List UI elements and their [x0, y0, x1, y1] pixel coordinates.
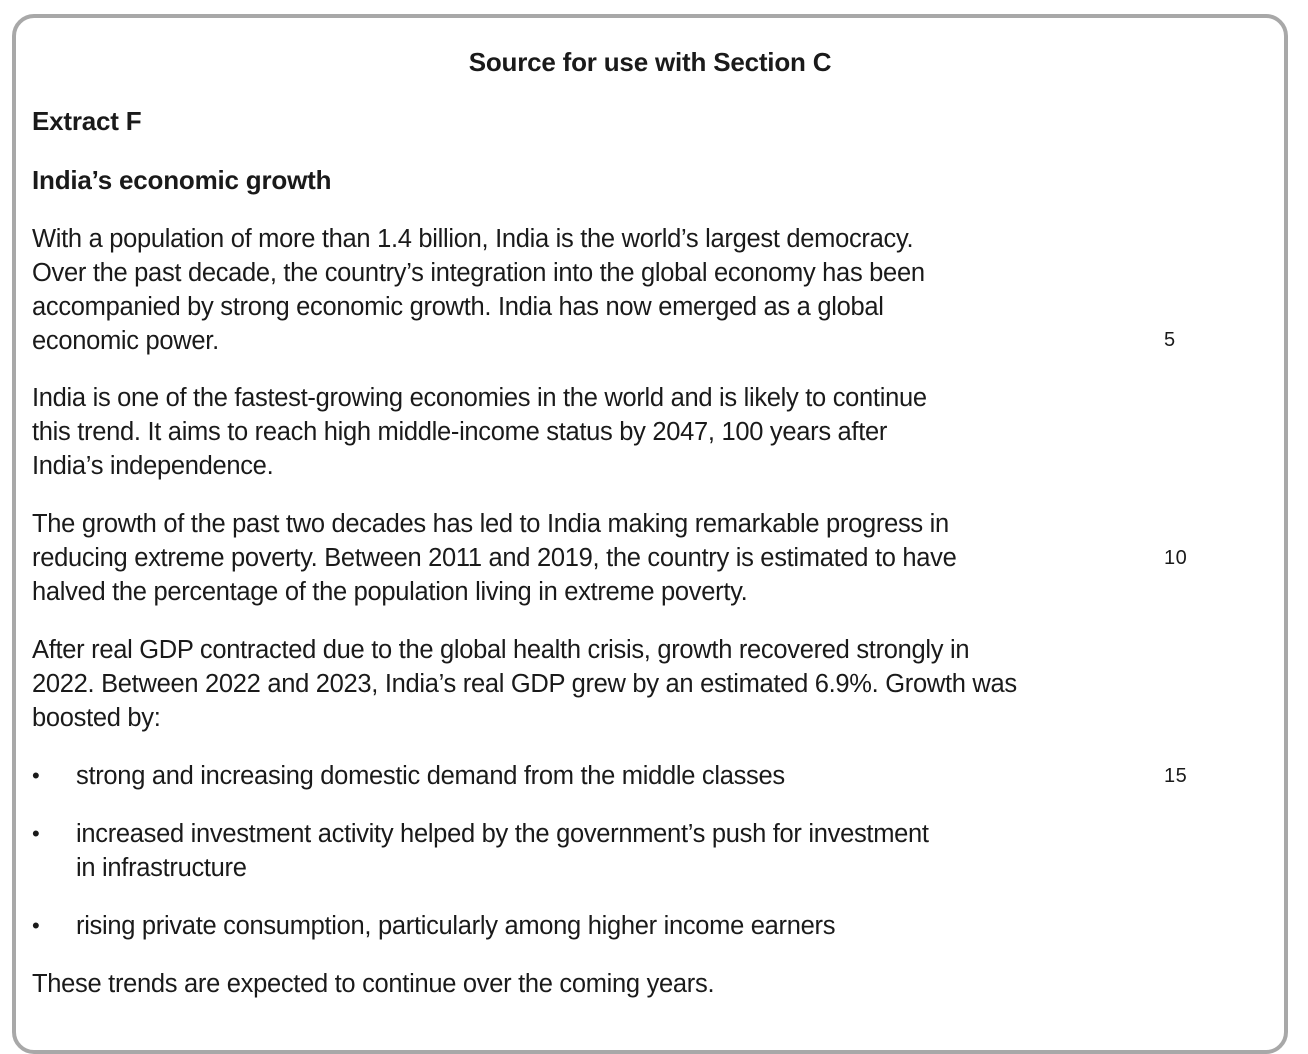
bullet-line: strong and increasing domestic demand from the middle classes	[76, 762, 785, 790]
closing-paragraph	[32, 967, 714, 1001]
paragraph-3	[32, 507, 957, 609]
bullet-line: increased investment activity helped by the government’s push for investment	[76, 820, 929, 848]
paragraph-2	[32, 381, 927, 483]
paragraph-line: After real GDP contracted due to the global health crisis, growth recovered strongly in	[32, 636, 970, 664]
paragraph-line: 2022. Between 2022 and 2023, India’s real GDP grew by an estimated 6.9%. Growth was	[32, 670, 1017, 698]
paragraph-line: economic power.	[32, 327, 219, 355]
line-number: 10	[1164, 547, 1188, 569]
bullet-line: rising private consumption, particularly among higher income earners	[76, 912, 836, 940]
bullet-text	[76, 909, 835, 943]
paragraph-line: Over the past decade, the country’s integration into the global economy has been	[32, 259, 925, 287]
bullet-item-3	[32, 909, 1132, 943]
line-number: 15	[1164, 765, 1188, 787]
source-heading: Source for use with Section C	[468, 47, 832, 77]
paragraph-line: boosted by:	[32, 704, 161, 732]
extract-title: India’s economic growth	[32, 165, 332, 195]
bullet-item-2	[32, 817, 1132, 885]
paragraph-line: halved the percentage of the population living in extreme poverty.	[32, 578, 748, 606]
paragraph-line: reducing extreme poverty. Between 2011 and 2019, the country is estimated to have	[32, 544, 957, 572]
bullet-text	[76, 817, 929, 885]
paragraph-line: With a population of more than 1.4 billion, India is the world’s largest democracy.	[32, 225, 914, 253]
paragraph-line: this trend. It aims to reach high middle-income status by 2047, 100 years after	[32, 418, 888, 446]
line-number: 5	[1164, 329, 1176, 351]
paragraph-4	[32, 633, 1017, 735]
paragraph-line: These trends are expected to continue over the coming years.	[32, 970, 715, 998]
paragraph-line: accompanied by strong economic growth. India has now emerged as a global	[32, 293, 884, 321]
paragraph-line: The growth of the past two decades has led to India making remarkable progress in	[32, 510, 949, 538]
extract-label: Extract F	[32, 106, 142, 136]
bullet-marker: •	[32, 763, 40, 788]
paragraph-1	[32, 222, 925, 358]
bullet-text	[76, 759, 785, 793]
bullet-marker: •	[32, 821, 40, 846]
paragraph-line: India is one of the fastest-growing economies in the world and is likely to continue	[32, 384, 927, 412]
bullet-line: in infrastructure	[76, 854, 247, 882]
bullet-item-1	[32, 759, 1132, 793]
paragraph-line: India’s independence.	[32, 452, 274, 480]
bullet-marker: •	[32, 913, 40, 938]
